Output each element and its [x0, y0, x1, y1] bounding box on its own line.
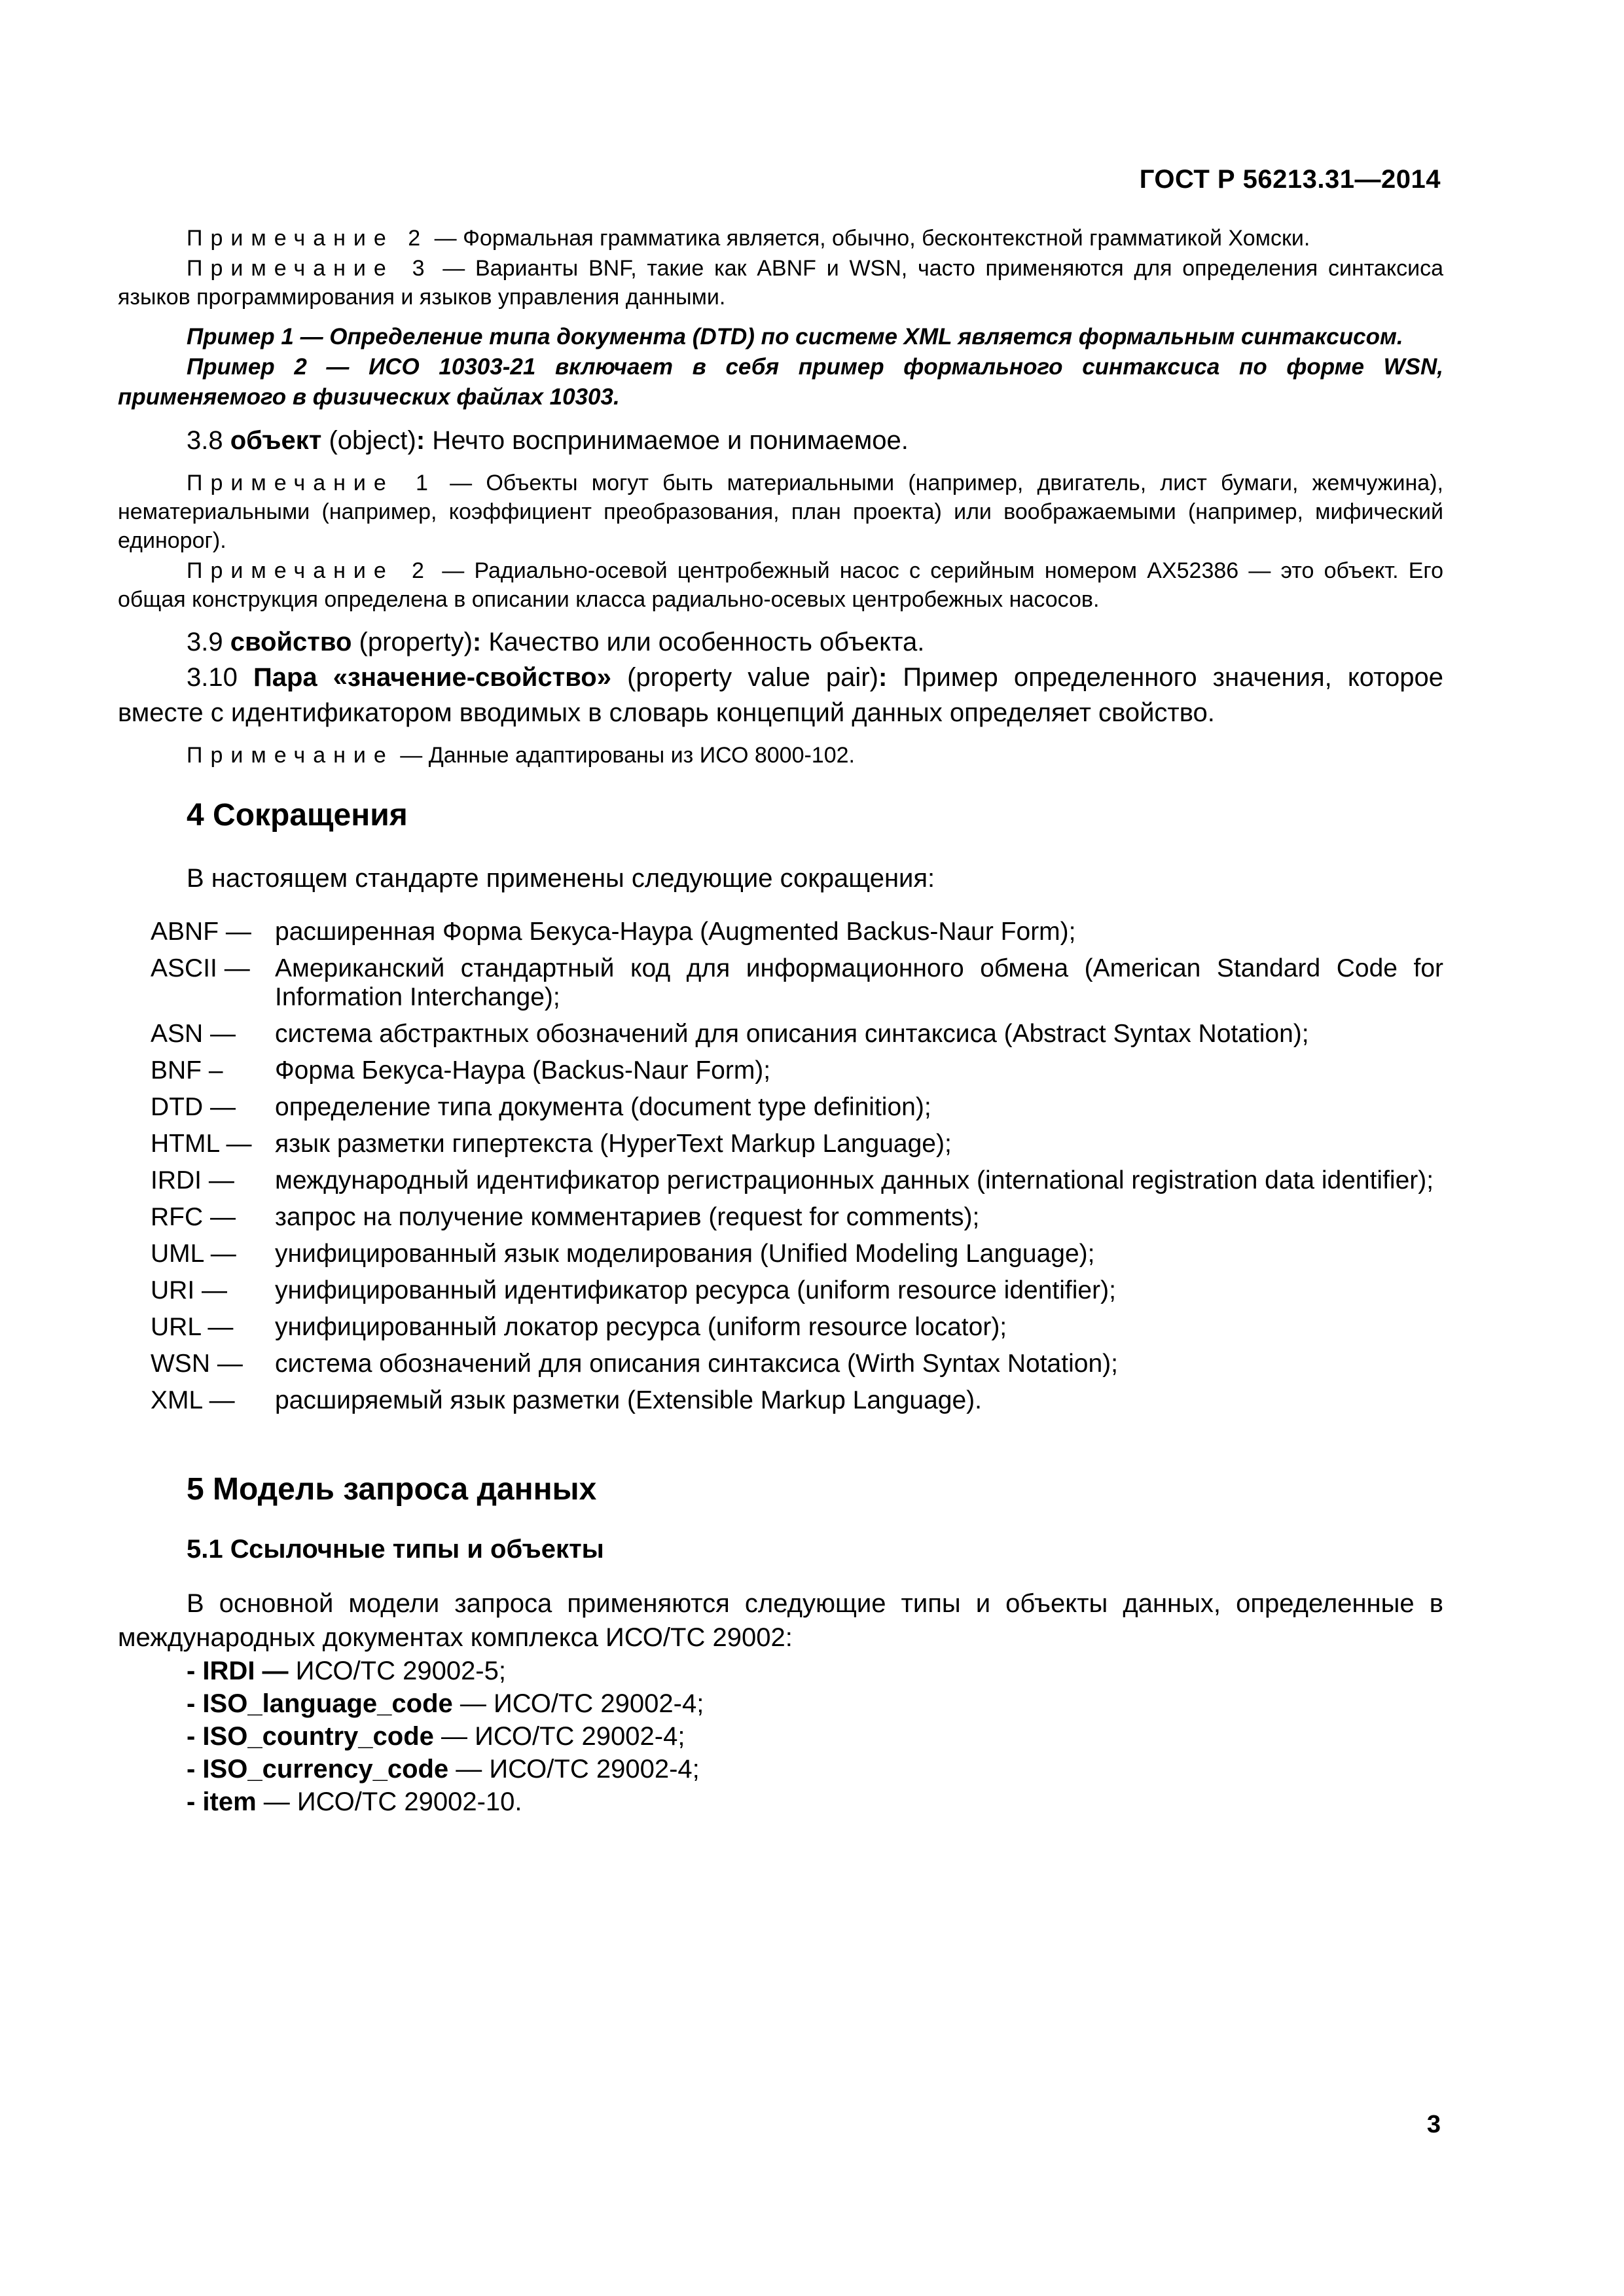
list-item — [118, 1753, 1443, 1785]
abbreviation-list — [118, 918, 1443, 1415]
def-colon: : — [878, 663, 888, 692]
ref-doc: — ИСО/ТС 29002-4; — [448, 1755, 700, 1784]
list-item — [118, 1785, 1443, 1818]
ref-doc: — ИСО/ТС 29002-10. — [256, 1787, 522, 1816]
note-top-2 — [118, 254, 1443, 312]
list-item — [118, 954, 1443, 1012]
note-dash: — — [393, 743, 429, 768]
example-2: Пример 2 — ИСО 10303-21 включает в себя пример формального синтаксиса по форме WSN, применяемого в физических файлах 10303. — [118, 354, 1443, 410]
def-term-en: (object) — [321, 426, 416, 455]
def-text: Нечто воспринимаемое и понимаемое. — [425, 426, 909, 455]
note-dash: — — [428, 226, 463, 251]
list-item — [118, 1020, 1443, 1049]
abbr-definition: Американский стандартный код для информационного обмена (American Standard Code for Information Interchange); — [275, 954, 1443, 1011]
ref-name: - ISO_currency_code — [187, 1755, 449, 1784]
note-label: Примечание 2 — [187, 226, 429, 251]
section-5-1-title: 5.1 Ссылочные типы и объекты — [187, 1535, 604, 1564]
note-text: Данные адаптированы из ИСО 8000-102. — [428, 743, 855, 768]
abbr-definition: международный идентификатор регистрационных данных (international registration data identifier); — [275, 1166, 1434, 1194]
list-item — [118, 1203, 1443, 1232]
section-5-title: 5 Модель запроса данных — [187, 1472, 597, 1507]
abbr-definition: система обозначений для описания синтаксиса (Wirth Syntax Notation); — [275, 1350, 1118, 1378]
ref-name: - item — [187, 1787, 257, 1816]
note-label: Примечание 2 — [187, 558, 432, 583]
abbr-term: DTD — — [151, 1093, 236, 1121]
abbr-term: URI — — [151, 1276, 227, 1304]
def-term: Пара «значение-свойство» — [253, 663, 611, 692]
abbr-term: ABNF — — [151, 918, 251, 946]
note-text: Радиально-осевой центробежный насос с серийным номером AX52386 — это объект. Его общая конструкция определена в описании класса радиально-осевых центробежных насосов. — [118, 558, 1444, 612]
def-number: 3.10 — [187, 663, 253, 692]
list-item — [118, 1350, 1443, 1378]
abbr-definition: запрос на получение комментариев (request for comments); — [275, 1203, 980, 1231]
page-content — [118, 224, 1443, 1818]
def-text: Качество или особенность объекта. — [481, 628, 925, 656]
ref-name: - ISO_country_code — [187, 1722, 434, 1751]
section-4-intro: В настоящем стандарте применены следующие сокращения: — [187, 864, 935, 893]
def-number: 3.9 — [187, 628, 230, 656]
abbr-definition: унифицированный идентификатор ресурса (uniform resource identifier); — [275, 1276, 1116, 1304]
abbr-definition: расширяемый язык разметки (Extensible Markup Language). — [275, 1386, 982, 1414]
list-item — [118, 1093, 1443, 1122]
def-colon: : — [416, 426, 425, 455]
list-item — [118, 1276, 1443, 1305]
definition-3-10 — [118, 660, 1443, 730]
abbr-definition: язык разметки гипертекста (HyperText Markup Language); — [275, 1130, 952, 1158]
note-label: Примечание 1 — [187, 471, 436, 495]
example-1: Пример 1 — Определение типа документа (DTD) по системе XML является формальным синтаксисом. — [187, 324, 1403, 350]
abbr-definition: унифицированный язык моделирования (Unified Modeling Language); — [275, 1240, 1095, 1268]
note-3-8-2 — [118, 556, 1443, 614]
note-label: Примечание 3 — [187, 256, 433, 281]
list-item — [118, 1240, 1443, 1268]
abbr-term: URL — — [151, 1313, 234, 1341]
note-dash: — — [432, 256, 476, 281]
list-item — [118, 918, 1443, 946]
def-term-en: (property value pair) — [611, 663, 878, 692]
abbr-definition: система абстрактных обозначений для описания синтаксиса (Abstract Syntax Notation); — [275, 1020, 1309, 1048]
note-label: Примечание — [187, 743, 394, 768]
list-item — [118, 1056, 1443, 1085]
section-4-title: 4 Сокращения — [187, 798, 408, 833]
note-text: Объекты могут быть материальными (например, двигатель, лист бумаги, жемчужина), нематериальными (например, коэффициент преобразования, план проекта) или воображаемыми (например, мифический единорог). — [118, 471, 1443, 553]
abbr-definition: определение типа документа (document type definition); — [275, 1093, 931, 1121]
abbr-term: WSN — — [151, 1350, 243, 1378]
list-item — [118, 1313, 1443, 1342]
abbr-term: ASCII — — [151, 954, 250, 982]
abbr-definition: Форма Бекуса-Наура (Backus-Naur Form); — [275, 1056, 771, 1085]
ref-name: - ISO_language_code — [187, 1689, 453, 1718]
ref-doc: — ИСО/ТС 29002-4; — [452, 1689, 704, 1718]
ref-doc: ИСО/ТС 29002-5; — [288, 1657, 506, 1685]
abbr-definition: унифицированный локатор ресурса (uniform resource locator); — [275, 1313, 1007, 1341]
list-item — [118, 1720, 1443, 1753]
abbr-term: UML — — [151, 1240, 236, 1268]
def-colon: : — [472, 628, 482, 656]
ref-doc: — ИСО/ТС 29002-4; — [433, 1722, 685, 1751]
list-item — [118, 1166, 1443, 1195]
document-header: ГОСТ Р 56213.31—2014 — [1139, 165, 1441, 194]
note-text: Варианты BNF, такие как ABNF и WSN, часто применяются для определения синтаксиса языков программирования и языков управления данными. — [118, 256, 1443, 310]
def-term: свойство — [230, 628, 352, 656]
abbr-term: XML — — [151, 1386, 235, 1414]
list-item — [118, 1386, 1443, 1415]
abbr-term: IRDI — — [151, 1166, 234, 1194]
note-top-1 — [118, 224, 1443, 253]
reference-list — [118, 1655, 1443, 1818]
page-number: 3 — [1426, 2111, 1441, 2138]
note-3-10 — [118, 741, 1443, 770]
def-term: объект — [230, 426, 322, 455]
abbr-term: RFC — — [151, 1203, 236, 1231]
note-dash: — — [431, 558, 475, 583]
def-text: Пример определенного значения, которое вместе с идентификатором вводимых в словарь концепций данных определяет свойство. — [118, 663, 1444, 727]
list-item — [118, 1130, 1443, 1158]
def-number: 3.8 — [187, 426, 230, 455]
definition-3-9 — [118, 624, 1443, 660]
note-3-8-1 — [118, 469, 1443, 555]
list-item — [118, 1687, 1443, 1720]
def-term-en: (property) — [352, 628, 473, 656]
abbr-definition: расширенная Форма Бекуса-Наура (Augmented Backus-Naur Form); — [275, 918, 1076, 946]
abbr-term: BNF – — [151, 1056, 223, 1085]
ref-name: - IRDI — — [187, 1657, 289, 1685]
note-dash: — — [435, 471, 486, 495]
abbr-term: HTML — — [151, 1130, 252, 1158]
definition-3-8 — [118, 423, 1443, 458]
abbr-term: ASN — — [151, 1020, 236, 1048]
note-text: Формальная грамматика является, обычно, бесконтекстной грамматикой Хомски. — [463, 226, 1310, 251]
section-5-intro: В основной модели запроса применяются следующие типы и объекты данных, определенные в международных документах комплекса ИСО/ТС 29002: — [118, 1589, 1443, 1652]
list-item — [118, 1655, 1443, 1687]
